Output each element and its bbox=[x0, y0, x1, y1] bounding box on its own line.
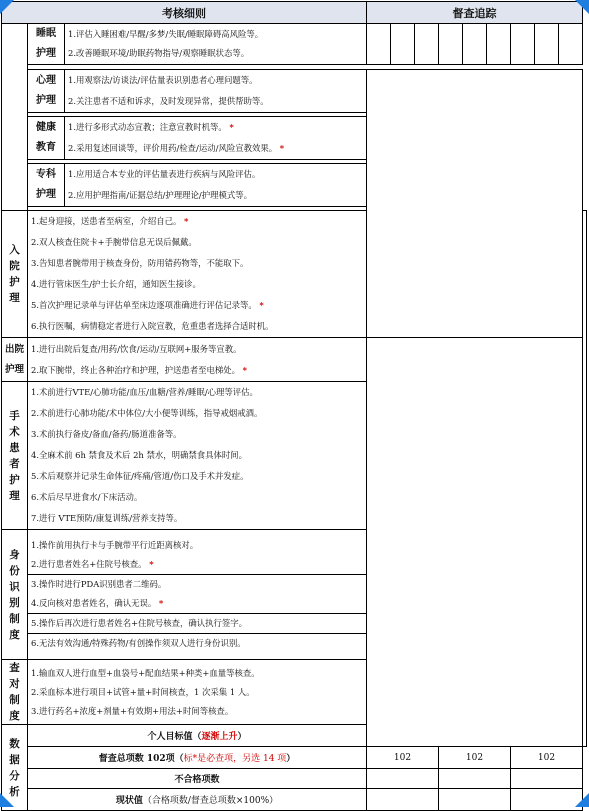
list-item: 2.应用护理指南/证据总结/护理理论/护理模式等。 bbox=[68, 190, 252, 200]
list-item: 2.进行患者姓名+住院号核查。 * bbox=[31, 559, 154, 569]
check-cell[interactable] bbox=[367, 24, 391, 65]
check-cell[interactable] bbox=[487, 24, 511, 65]
psych-items bbox=[65, 70, 367, 113]
fail-count-cell[interactable] bbox=[511, 769, 583, 789]
required-star-icon: * bbox=[259, 300, 264, 310]
corner-marker-icon bbox=[0, 793, 14, 807]
list-item: 5.操作后再次进行患者姓名+住院号核查，确认执行签字。 bbox=[31, 618, 248, 628]
sleep-items bbox=[65, 24, 367, 65]
fail-count-cell[interactable] bbox=[367, 769, 439, 789]
list-item: 4.反向核对患者姓名，确认无误。 * bbox=[31, 598, 164, 608]
list-item: 2.采用复述回谈等，评价用药/检查/运动/风险宣教效果。 * bbox=[68, 143, 285, 153]
admission-label: 入 院 护 理 bbox=[2, 211, 28, 338]
list-item: 7.进行 VTE预防/康复训练/营养支持等。 bbox=[31, 513, 183, 523]
rules-header: 考核细则 bbox=[2, 2, 367, 24]
discharge-items bbox=[28, 338, 367, 382]
corner-marker-icon bbox=[575, 0, 589, 14]
list-item: 1.进行多形式动态宣教；注意宣教时机等。 * bbox=[68, 122, 234, 132]
fail-count-cell[interactable] bbox=[439, 769, 511, 789]
total-items-row: 督查总项数 102项（标*是必查项，另选 14 项） bbox=[28, 747, 367, 769]
list-item: 1.进行出院后复查/用药/饮食/运动/互联网+服务等宣教。 bbox=[31, 343, 242, 354]
current-value-cell[interactable] bbox=[511, 789, 583, 811]
list-item: 5.首次护理记录单与评估单至床边逐项准确进行评估记录等。 * bbox=[31, 300, 264, 310]
list-item: 3.进行药名+浓度+剂量+有效期+用法+时间等核查。 bbox=[31, 705, 234, 716]
current-value-cell[interactable] bbox=[439, 789, 511, 811]
check-cell[interactable] bbox=[463, 24, 487, 65]
tracking-blank bbox=[583, 211, 587, 747]
list-item: 1.用观察法/访谈法/评估量表识别患者心理问题等。 bbox=[68, 75, 258, 85]
total-value: 102 bbox=[367, 747, 439, 769]
admission-section-label bbox=[2, 24, 28, 211]
identity-items bbox=[28, 530, 367, 660]
list-item: 5.术后观察并记录生命体征/疼痛/管道/伤口及手术并发症。 bbox=[31, 471, 249, 481]
list-item: 2.改善睡眠环境/助眠药物指导/观察睡眠状态等。 bbox=[68, 48, 250, 58]
list-item: 2.取下腕带，终止各种治疗和护理，护送患者至电梯处。 * bbox=[31, 364, 248, 375]
required-star-icon: * bbox=[149, 559, 154, 569]
health-items bbox=[65, 117, 367, 160]
list-item: 1.术前进行VTE/心肺功能/血压/血糖/营养/睡眠/心理等评估。 bbox=[31, 387, 258, 397]
current-value-cell[interactable] bbox=[367, 789, 439, 811]
list-item: 3.操作时进行PDA识别患者二维码。 bbox=[31, 579, 167, 589]
specialty-label: 专科 护理 bbox=[28, 164, 65, 207]
list-item: 4.进行管床医生/护士长介绍，通知医生接诊。 bbox=[31, 279, 201, 289]
list-item: 6.无法有效沟通/特殊药物/有创操作须双人进行身份识别。 bbox=[31, 638, 246, 648]
check-cell[interactable] bbox=[391, 24, 415, 65]
list-item: 4.全麻术前 6h 禁食及术后 2h 禁水，明确禁食具体时间。 bbox=[31, 450, 247, 460]
corner-marker-icon bbox=[0, 0, 14, 14]
fail-count-row: 不合格项数 bbox=[28, 769, 367, 789]
list-item: 3.告知患者腕带用于核查身份，防用错药物等，不能取下。 bbox=[31, 258, 249, 268]
required-star-icon: * bbox=[229, 122, 234, 132]
list-item: 1.输血双人进行血型+血袋号+配血结果+种类+血量等核查。 bbox=[31, 667, 260, 678]
check-cell[interactable] bbox=[559, 24, 583, 65]
psych-label: 心理 护理 bbox=[28, 70, 65, 113]
target-value-row: 个人目标值（逐渐上升） bbox=[28, 725, 367, 747]
surgery-items bbox=[28, 382, 367, 530]
list-item: 2.关注患者不适和诉求，及时发现异常，提供帮助等。 bbox=[68, 96, 269, 106]
identity-label: 身 份 识 别 制 度 bbox=[2, 530, 28, 660]
check-items bbox=[28, 660, 367, 725]
required-star-icon: * bbox=[184, 216, 189, 226]
discharge-label: 出院 护理 bbox=[2, 338, 28, 382]
list-item: 1.起身迎接，送患者至病室，介绍自己。 * bbox=[31, 216, 189, 226]
list-item: 1.评估入睡困难/早醒/多梦/失眠/睡眠障碍高风险等。 bbox=[68, 29, 264, 39]
current-value-row: 现状值（合格项数/督查总项数×100%） bbox=[28, 789, 367, 811]
list-item: 2.采血标本进行项目+试管+量+时间核查，1 次采集 1 人。 bbox=[31, 686, 255, 697]
tracking-blank bbox=[367, 70, 583, 338]
list-item: 3.术前执行备皮/备血/备药/肠道准备等。 bbox=[31, 429, 182, 439]
total-value: 102 bbox=[439, 747, 511, 769]
list-item: 6.术后尽早进食水/下床活动。 bbox=[31, 492, 143, 502]
admission-items bbox=[28, 211, 367, 338]
corner-marker-icon bbox=[575, 793, 589, 807]
check-cell[interactable] bbox=[439, 24, 463, 65]
check-cell[interactable] bbox=[511, 24, 535, 65]
required-star-icon: * bbox=[242, 364, 248, 375]
list-item: 6.执行医嘱，病情稳定者进行入院宣教，危重患者选择合适时机。 bbox=[31, 321, 274, 331]
check-cell[interactable] bbox=[415, 24, 439, 65]
surgery-label: 手 术 患 者 护 理 bbox=[2, 382, 28, 530]
total-value: 102 bbox=[511, 747, 583, 769]
sleep-label: 睡眠 护理 bbox=[28, 24, 65, 65]
health-label: 健康 教育 bbox=[28, 117, 65, 160]
audit-checklist-table bbox=[1, 1, 587, 811]
required-star-icon: * bbox=[158, 598, 164, 608]
list-item: 2.术前进行心肺功能/术中体位/大小便等训练，指导戒烟戒酒。 bbox=[31, 408, 263, 418]
list-item: 1.应用适合本专业的评估量表进行疾病与风险评估。 bbox=[68, 169, 261, 179]
tracking-header: 督查追踪 bbox=[367, 2, 583, 24]
list-item: 1.操作前用执行卡与手腕带平行近距离核对。 bbox=[31, 540, 199, 550]
required-star-icon: * bbox=[279, 143, 285, 153]
list-item: 2.双人核查住院卡+手腕带信息无误后佩戴。 bbox=[31, 237, 197, 247]
specialty-items bbox=[65, 164, 367, 207]
check-cell[interactable] bbox=[535, 24, 559, 65]
data-analysis-label: 数 据 分 析 bbox=[2, 725, 28, 811]
check-label: 查 对 制 度 bbox=[2, 660, 28, 725]
